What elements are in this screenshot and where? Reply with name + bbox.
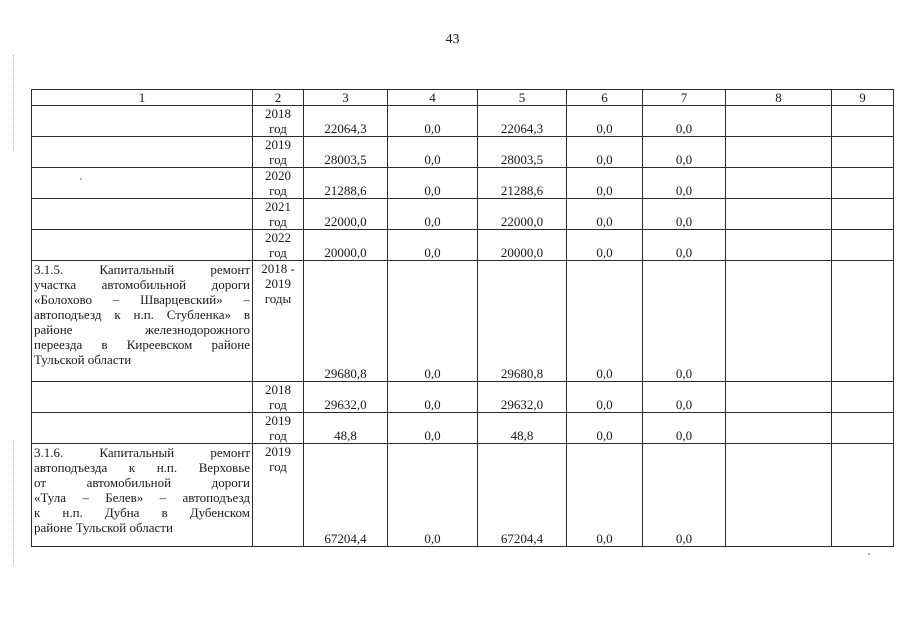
value-text: 0,0 (675, 531, 693, 546)
value-cell-col7 (643, 413, 726, 444)
period-line: 2018 - (261, 261, 295, 276)
value-cell-col8 (726, 137, 832, 168)
value-text: 67204,4 (324, 531, 367, 546)
value-text: 0,0 (596, 397, 613, 412)
value-text: 0,0 (596, 214, 613, 229)
value-text: 0,0 (424, 531, 441, 546)
value-text: 0,0 (675, 245, 693, 260)
value-cell-col8 (726, 199, 832, 230)
row-description-cell (32, 413, 253, 444)
value-cell-col3 (304, 106, 388, 137)
value-text: 29632,0 (324, 397, 367, 412)
row-description-cell (32, 168, 253, 199)
period-line: годы (264, 291, 292, 306)
description-line: 3.1.6. Капитальный ремонт (34, 445, 250, 460)
row-description-cell (32, 230, 253, 261)
description-line: районе Тульской области (34, 520, 173, 535)
period-line: год (269, 428, 287, 443)
value-text: 0,0 (424, 245, 441, 260)
value-text: 0,0 (675, 183, 693, 198)
value-text: 48,8 (510, 428, 534, 443)
value-text: 0,0 (675, 397, 693, 412)
value-text: 0,0 (596, 531, 613, 546)
value-cell-col5 (478, 137, 567, 168)
value-text: 0,0 (596, 121, 613, 136)
value-cell-col4 (388, 261, 478, 382)
value-cell-col3 (304, 382, 388, 413)
value-cell-col6 (567, 444, 643, 547)
value-cell-col5 (478, 382, 567, 413)
value-text: 0,0 (596, 366, 613, 381)
row-description-cell (32, 137, 253, 168)
description-line: переезда в Киреевском районе (34, 337, 250, 352)
period-line: 2020 (265, 168, 291, 183)
value-cell-col3 (304, 230, 388, 261)
value-cell-col4 (388, 168, 478, 199)
value-cell-col8 (726, 168, 832, 199)
value-text: 0,0 (424, 397, 441, 412)
value-text: 0,0 (424, 152, 441, 167)
table-row (32, 413, 894, 444)
value-cell-col8 (726, 444, 832, 547)
value-cell-col5 (478, 168, 567, 199)
description-line: от автомобильной дороги (34, 475, 250, 490)
period-line: год (269, 459, 287, 474)
value-cell-col3 (304, 168, 388, 199)
value-cell-col6 (567, 230, 643, 261)
period-line: год (269, 214, 287, 229)
table-row (32, 261, 894, 382)
value-text: 20000,0 (500, 245, 544, 260)
page-number: 43 (445, 32, 460, 47)
value-cell-col5 (478, 261, 567, 382)
value-cell-col7 (643, 137, 726, 168)
column-header-6: 6 (567, 90, 643, 106)
value-text: 67204,4 (500, 531, 544, 546)
period-line: 2018 (265, 106, 291, 121)
value-cell-col9 (832, 199, 894, 230)
value-cell-col8 (726, 382, 832, 413)
description-line: Тульской области (34, 352, 132, 367)
value-cell-col4 (388, 444, 478, 547)
column-header-9: 9 (832, 90, 894, 106)
row-description-cell (32, 382, 253, 413)
value-text: 28003,5 (500, 152, 544, 167)
description-line: участка автомобильной дороги (34, 277, 250, 292)
row-description-cell (32, 106, 253, 137)
value-cell-col4 (388, 413, 478, 444)
scan-speck (868, 553, 870, 555)
period-cell (253, 106, 304, 137)
value-cell-col9 (832, 106, 894, 137)
period-line: 2019 (265, 444, 291, 459)
value-text: 0,0 (675, 214, 693, 229)
description-line: 3.1.5. Капитальный ремонт (34, 262, 250, 277)
description-line: автоподъезд к н.п. Стубленка» в (34, 307, 250, 322)
value-cell-col3 (304, 137, 388, 168)
value-cell-col9 (832, 444, 894, 547)
table-row (32, 137, 894, 168)
value-cell-col5 (478, 106, 567, 137)
period-line: 2019 (265, 137, 291, 152)
value-text: 0,0 (675, 152, 693, 167)
value-text: 0,0 (596, 152, 613, 167)
period-line: 2021 (265, 199, 291, 214)
value-cell-col9 (832, 137, 894, 168)
value-text: 0,0 (675, 428, 693, 443)
period-cell (253, 199, 304, 230)
value-cell-col8 (726, 413, 832, 444)
value-cell-col6 (567, 261, 643, 382)
data-table (31, 89, 894, 547)
value-text: 0,0 (424, 121, 441, 136)
value-cell-col6 (567, 382, 643, 413)
value-text: 22064,3 (500, 121, 544, 136)
value-cell-col7 (643, 261, 726, 382)
value-cell-col7 (643, 106, 726, 137)
period-cell (253, 168, 304, 199)
period-cell (253, 261, 304, 382)
period-line: год (269, 152, 287, 167)
value-cell-col6 (567, 106, 643, 137)
value-cell-col7 (643, 199, 726, 230)
period-line: 2019 (265, 276, 291, 291)
row-description-cell (32, 444, 253, 547)
column-header-8: 8 (726, 90, 832, 106)
period-line: 2022 (265, 230, 291, 245)
value-cell-col3 (304, 199, 388, 230)
description-line: районе железнодорожного (34, 322, 250, 337)
value-text: 0,0 (596, 245, 613, 260)
value-cell-col4 (388, 199, 478, 230)
period-line: год (269, 245, 287, 260)
value-cell-col6 (567, 413, 643, 444)
row-description-cell (32, 261, 253, 382)
value-text: 20000,0 (324, 245, 367, 260)
period-line: год (269, 397, 287, 412)
period-cell (253, 444, 304, 547)
value-cell-col7 (643, 168, 726, 199)
table-row (32, 199, 894, 230)
period-cell (253, 230, 304, 261)
value-cell-col8 (726, 230, 832, 261)
value-cell-col6 (567, 168, 643, 199)
value-cell-col7 (643, 382, 726, 413)
table-row (32, 106, 894, 137)
value-text: 29680,8 (324, 366, 367, 381)
value-text: 29632,0 (500, 397, 544, 412)
column-header-2: 2 (253, 90, 304, 106)
value-cell-col8 (726, 261, 832, 382)
scan-edge-mark-top (13, 55, 14, 150)
value-text: 22000,0 (324, 214, 367, 229)
value-text: 48,8 (334, 428, 357, 443)
period-line: 2019 (265, 413, 291, 428)
value-cell-col9 (832, 168, 894, 199)
table-row (32, 230, 894, 261)
period-cell (253, 382, 304, 413)
value-cell-col3 (304, 413, 388, 444)
value-cell-col4 (388, 382, 478, 413)
value-text: 29680,8 (500, 366, 544, 381)
column-header-5: 5 (478, 90, 567, 106)
column-header-4: 4 (388, 90, 478, 106)
value-cell-col9 (832, 261, 894, 382)
value-text: 0,0 (596, 183, 613, 198)
value-cell-col6 (567, 137, 643, 168)
value-cell-col9 (832, 382, 894, 413)
value-cell-col7 (643, 444, 726, 547)
value-cell-col4 (388, 106, 478, 137)
period-line: 2018 (265, 382, 291, 397)
table-header-row (32, 90, 894, 106)
value-cell-col4 (388, 137, 478, 168)
value-text: 22064,3 (324, 121, 367, 136)
value-text: 0,0 (675, 121, 693, 136)
value-text: 28003,5 (324, 152, 367, 167)
value-text: 0,0 (424, 428, 441, 443)
value-cell-col5 (478, 199, 567, 230)
value-text: 0,0 (424, 183, 441, 198)
table-row (32, 168, 894, 199)
value-cell-col3 (304, 261, 388, 382)
column-header-3: 3 (304, 90, 388, 106)
value-cell-col3 (304, 444, 388, 547)
period-line: год (269, 121, 287, 136)
description-line: автоподъезда к н.п. Верховье (34, 460, 250, 475)
description-line: к н.п. Дубна в Дубенском (34, 505, 250, 520)
value-text: 22000,0 (500, 214, 544, 229)
value-cell-col5 (478, 413, 567, 444)
value-cell-col9 (832, 230, 894, 261)
value-cell-col9 (832, 413, 894, 444)
description-line: «Тула – Белев» – автоподъезд (34, 490, 250, 505)
value-cell-col8 (726, 106, 832, 137)
column-header-7: 7 (643, 90, 726, 106)
period-line: год (269, 183, 287, 198)
period-cell (253, 413, 304, 444)
column-header-1: 1 (32, 90, 253, 106)
table-row (32, 444, 894, 547)
scan-edge-mark-bottom (13, 440, 14, 565)
value-text: 21288,6 (500, 183, 544, 198)
row-description-cell (32, 199, 253, 230)
period-cell (253, 137, 304, 168)
value-cell-col4 (388, 230, 478, 261)
value-text: 0,0 (424, 214, 441, 229)
value-text: 21288,6 (324, 183, 367, 198)
value-cell-col7 (643, 230, 726, 261)
table-row (32, 382, 894, 413)
value-cell-col5 (478, 444, 567, 547)
value-text: 0,0 (596, 428, 613, 443)
description-line: «Болохово – Шварцевский» – (34, 292, 250, 307)
value-text: 0,0 (424, 366, 441, 381)
value-cell-col6 (567, 199, 643, 230)
value-text: 0,0 (675, 366, 693, 381)
value-cell-col5 (478, 230, 567, 261)
